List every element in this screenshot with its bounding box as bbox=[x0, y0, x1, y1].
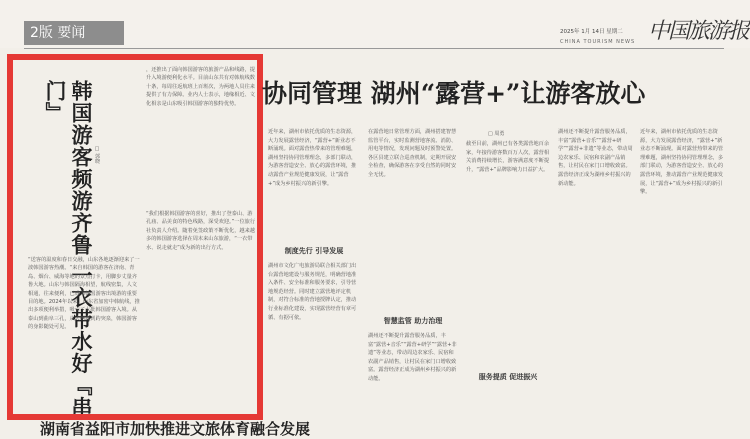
masthead-logo: 中国旅游报 bbox=[648, 19, 749, 44]
main-article-column: 截至目前，湖州已有各类露营地百余家，年接待游客数百万人次，露营相关消费持续增长，游客满意度不断提升，“露营+”品牌影响力日益扩大。 bbox=[466, 141, 550, 173]
left-article-column: “我们根据韩国游客的喜好，推出了登泰山、游孔庙、品美食的特色线路，深受欢迎。”一位旅行社负责人介绍。随着免签政策不断优化，越来越多的韩国游客选择在周末来山东旅游，“一衣带水、说走就走”成为新的出行方式。 bbox=[146, 211, 256, 251]
masthead-subtitle: CHINA TOURISM NEWS bbox=[560, 39, 636, 45]
main-article-headline: 协同管理 湖州“露营+”让游客放心 bbox=[262, 79, 646, 108]
left-article-column: “送客的温度和春日交融，山东各地逐渐迎来了一波韩国游客热潮。“来自韩国的游客在济南、青岛、烟台、威海等地的景点打卡，用脚步丈量齐鲁大地。山东与韩国隔海相望，航线密集，人文相通，往来便利，已成为韩国游客出境游的重要目的地。2024年以来，山东省加密中韩航线，推出多项便利举措，吸引了大批韩国游客入境。从泰山到曲阜三孔，从大明湖到趵突泉，韩国游客的身影随处可见。 bbox=[28, 257, 140, 331]
section-subheading: 制度先行 引导发展 bbox=[284, 246, 344, 255]
left-article-column: ，还推出了面向韩国游客的旅游产品和线路，提升入境游便利化水平。目前山东共有对韩航线数十条，每周往返航班上百班次，为两地人员往来提供了有力保障。业内人士表示，地缘相近、文化相亲是山东吸引韩国游客的独特优势。 bbox=[146, 67, 255, 107]
main-article-column: 近年来，湖州市依托优质的生态资源，大力发展露营经济，“露营+”新业态不断涌现。面对露营热带来的管理难题，湖州坚持协同管理理念，多部门联动，为游客营造安全、放心的露营环境，推动露营产业规范健康发展，让“露营+”成为乡村振兴的新引擎。 bbox=[268, 129, 357, 187]
left-article-author: □ 郭晓 bbox=[94, 146, 100, 164]
page-header bbox=[0, 0, 750, 48]
left-article-title: 韩国游客频游齐鲁 一衣带水好『串门』 bbox=[43, 80, 94, 419]
main-article-author: □ 周勇 bbox=[488, 131, 505, 137]
main-article-column: 近年来，湖州市依托优质的生态资源，大力发展露营经济，“露营+”新业态不断涌现。面对露营热带来的管理难题，湖州坚持协同管理理念，多部门联动，为游客营造安全、放心的露营环境，推动露营产业规范健康发展，让“露营+”成为乡村振兴的新引擎。 bbox=[640, 129, 724, 196]
main-article-column: 在露营地日常管理方面，湖州搭建智慧监管平台，实时监测营地客流、消防、用电等情况，发现问题及时预警处置。各区县建立联合巡查机制，定期开展安全检查，确保游客在享受自然的同时安全无忧。 bbox=[368, 129, 457, 178]
main-article-column: 湖州市文化广电旅游局联合相关部门出台露营地建设与服务规范，明确营地准入条件、安全标准和服务要求，引导营地规范经营。同时建立露营地评定机制，对符合标准的营地授牌认定，推动行业标准化建设，实现露营经营有章可循、有据可依。 bbox=[268, 263, 357, 321]
header-divider bbox=[24, 48, 724, 49]
issue-date: 2025年 1月 14日 星期二 bbox=[560, 29, 623, 35]
main-article-column: 湖州还不断提升露营服务品质，丰富“露营+音乐”“露营+研学”“露营+非遗”等业态，带动周边农家乐、民宿和农副产品销售，让村民在家门口增收致富。露营经济正成为湖州乡村振兴的新动能。 bbox=[368, 333, 457, 382]
section-subheading: 智慧监管 助力治理 bbox=[383, 316, 443, 325]
main-article-column: 湖州还不断提升露营服务品质，丰富“露营+音乐”“露营+研学”“露营+非遗”等业态，带动周边农家乐、民宿和农副产品销售，让村民在家门口增收致富。露营经济正成为湖州乡村振兴的新动能。 bbox=[558, 129, 633, 187]
section-subheading: 服务提质 促进振兴 bbox=[478, 372, 538, 381]
bottom-article-headline: 湖南省益阳市加快推进文旅体育融合发展 bbox=[40, 420, 311, 438]
edition-label: 2版 要闻 bbox=[24, 21, 124, 45]
highlight-frame bbox=[7, 54, 263, 420]
